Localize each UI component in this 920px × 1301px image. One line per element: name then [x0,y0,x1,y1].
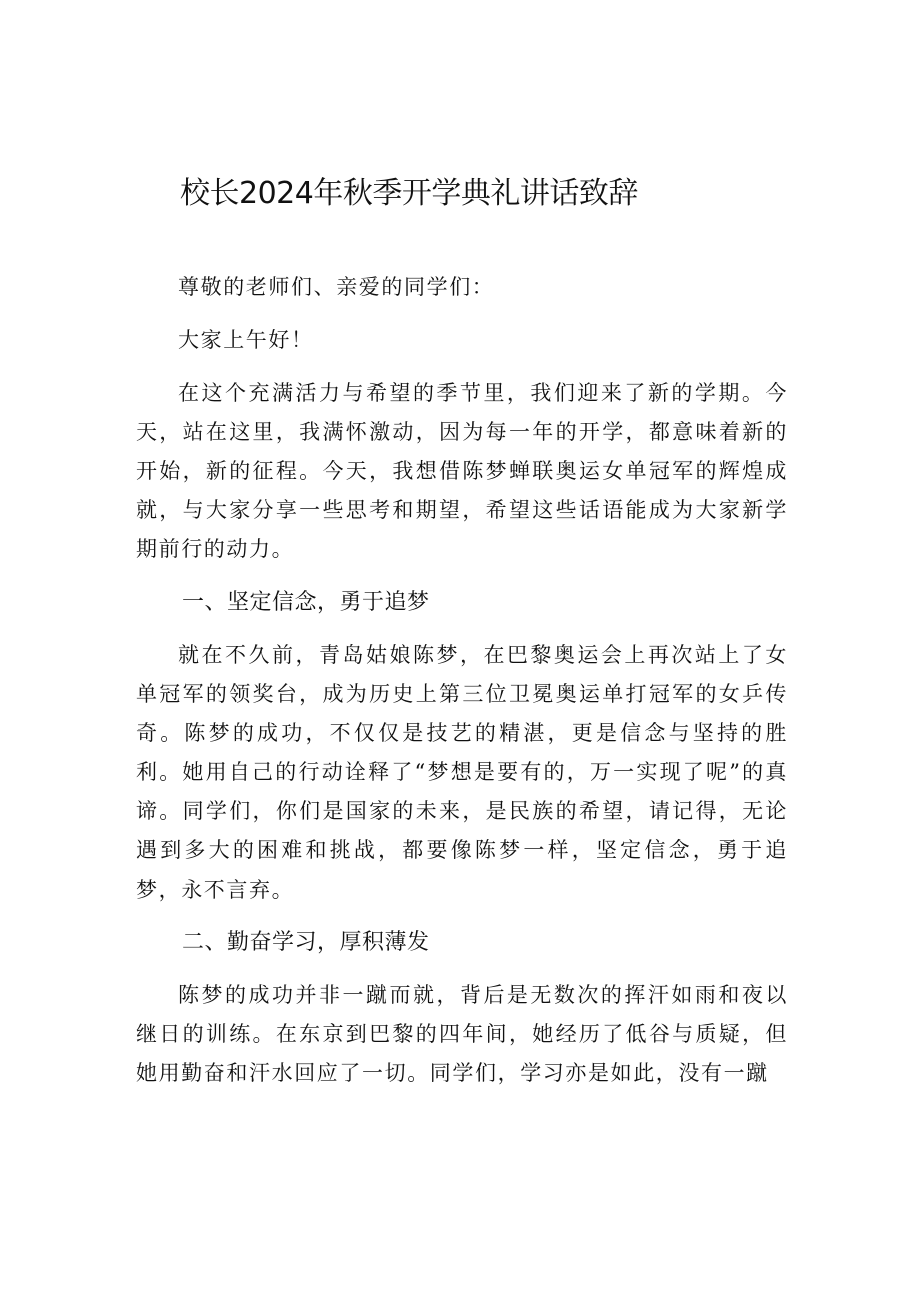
greeting: 大家上午好！ [178,327,314,352]
section-heading-2: 二、勤奋学习，厚积薄发 [182,930,430,956]
section-paragraph-2: 陈梦的成功并非一蹴而就，背后是无数次的挥汗如雨和夜以继日的训练。在东京到巴黎的四年间，她经历了低谷与质疑，但她用勤奋和汗水回应了一切。同学们，学习亦是如此，没有一蹴 [136,983,788,1086]
salutation: 尊敬的老师们、亲爱的同学们： [178,275,495,299]
section-heading-1: 一、坚定信念，勇于追梦 [182,590,430,616]
section-paragraph-1: 就在不久前，青岛姑娘陈梦，在巴黎奥运会上再次站上了女单冠军的领奖台，成为历史上第三位卫冕奥运单打冠军的女乒传奇。陈梦的成功，不仅仅是技艺的精湛，更是信念与坚持的胜利。她用自己的行动诠释了“梦想是要有的，万一实现了呢”的真谛。同学们，你们是国家的未来，是民族的希望，请记得，无论遇到多大的困难和挑战，都要像陈梦一样，坚定信念，勇于追梦，永不言弃。 [136,642,788,902]
intro-paragraph: 在这个充满活力与希望的季节里，我们迎来了新的学期。今天，站在这里，我满怀激动，因为每一年的开学，都意味着新的开始，新的征程。今天，我想借陈梦蝉联奥运女单冠军的辉煌成就，与大家分享一些思考和期望，希望这些话语能成为大家新学期前行的动力。 [136,380,788,562]
document-title: 校长2024年秋季开学典礼讲话致辞 [180,176,638,211]
document-body [136,268,788,1107]
